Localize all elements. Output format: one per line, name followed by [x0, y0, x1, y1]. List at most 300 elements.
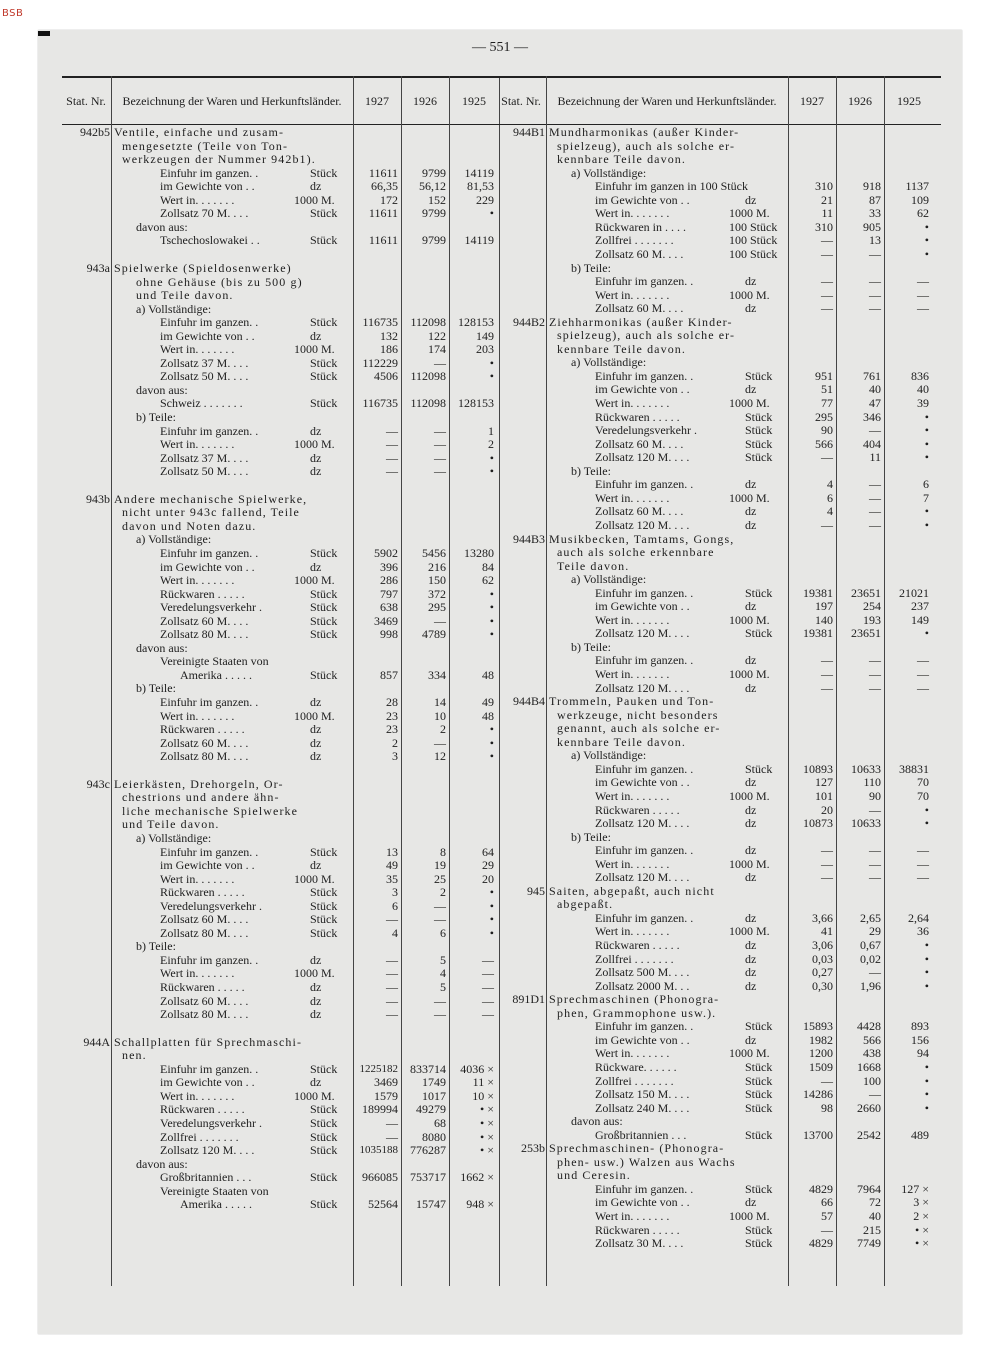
row-unit: 1000 M.	[294, 708, 335, 723]
description-row	[497, 262, 941, 275]
value-1925: 156	[911, 1032, 929, 1047]
row-label: Zollsatz 120 M. . . .	[595, 518, 690, 532]
row-label: Zollsatz 150 M. . . .	[595, 1088, 690, 1102]
right-table-header	[497, 76, 941, 125]
table-row	[62, 710, 506, 723]
description-row	[497, 736, 941, 749]
table-row	[497, 1034, 941, 1047]
value-1926: —	[434, 355, 446, 370]
row-label: Vereinigte Staaten von	[160, 655, 269, 669]
value-1925: 4036 ×	[460, 1061, 494, 1076]
value-1926: —	[434, 450, 446, 465]
row-label: Einfuhr im ganzen. .	[595, 478, 694, 492]
value-1927: 19381	[803, 585, 833, 600]
value-1927: 51	[821, 382, 833, 397]
row-label: Zollsatz 80 M. . . .	[160, 926, 249, 940]
header-year-1926: 1926	[413, 93, 437, 108]
table-row	[62, 452, 506, 465]
row-unit: dz	[745, 382, 757, 397]
description-row	[497, 641, 941, 654]
row-unit: dz	[310, 722, 322, 737]
value-1925: •	[924, 951, 929, 966]
table-row	[497, 411, 941, 424]
description-row	[497, 126, 941, 139]
header-year-1925: 1925	[462, 93, 486, 108]
corner-mark	[38, 31, 50, 36]
value-1927: 857	[380, 667, 398, 682]
row-label: a) Vollständige:	[136, 831, 212, 845]
value-1926: 29	[869, 924, 881, 939]
description-row	[497, 1142, 941, 1155]
row-label: Tschechoslowakei . .	[160, 234, 260, 248]
value-1926: 14	[434, 695, 446, 709]
description-row	[497, 560, 941, 573]
row-label: Rückwaren . . . . .	[160, 587, 245, 601]
row-label: und Teile davon.	[136, 289, 234, 303]
row-label: Zollsatz 37 M. . . .	[160, 356, 249, 370]
row-label: Zollsatz 120 M. . . .	[595, 681, 690, 695]
row-unit: Stück	[745, 409, 773, 424]
value-1926: 905	[863, 219, 881, 234]
table-row	[497, 939, 941, 952]
description-row	[62, 1158, 506, 1171]
value-1926: 112098	[410, 369, 446, 384]
row-label: b) Teile:	[571, 261, 611, 275]
row-unit: Stück	[745, 761, 773, 776]
row-unit: Stück	[745, 1100, 773, 1115]
row-label: im Gewichte von . .	[160, 329, 255, 343]
value-1926: 122	[428, 328, 446, 343]
row-label: Einfuhr im ganzen. .	[595, 844, 694, 858]
header-year-1926: 1926	[848, 93, 872, 108]
row-label: Zollsatz 80 M. . . .	[160, 1008, 249, 1022]
value-1927: 41	[821, 924, 833, 939]
value-1927: 1035188	[359, 1144, 398, 1157]
value-1925: 203	[476, 342, 494, 357]
value-1927: —	[386, 912, 398, 927]
row-label: b) Teile:	[571, 464, 611, 478]
value-1925: 40	[917, 382, 929, 397]
row-label: Zollsatz 60 M. . . .	[160, 913, 249, 927]
value-1925: 49	[482, 695, 494, 709]
value-1925: •	[489, 600, 494, 615]
value-1926: 753717	[410, 1170, 446, 1185]
row-label: Rückwaren . . . . .	[160, 886, 245, 900]
row-label: Zollsatz 120 M. . . .	[595, 451, 690, 465]
value-1927: —	[821, 843, 833, 858]
value-1927: 14286	[803, 1087, 833, 1102]
description-row	[62, 384, 506, 397]
table-row	[497, 1020, 941, 1033]
table-row	[497, 275, 941, 288]
value-1925: 128153	[458, 315, 494, 330]
description-row	[62, 221, 506, 234]
row-unit: dz	[310, 980, 322, 994]
description-row	[497, 898, 941, 911]
table-row	[62, 234, 506, 247]
table-row	[497, 180, 941, 193]
row-label: Amerika . . . . .	[180, 668, 252, 682]
value-1927: 1579	[374, 1088, 398, 1103]
value-1927: 66	[821, 1195, 833, 1210]
value-1927: 4506	[374, 369, 398, 384]
value-1925: •	[924, 517, 929, 532]
row-unit: Stück	[310, 355, 338, 370]
value-1926: 8080	[422, 1129, 446, 1144]
value-1925: 1	[488, 423, 494, 438]
row-label: a) Vollständige:	[136, 533, 212, 547]
value-1926: 1749	[422, 1075, 446, 1090]
value-1926: 7749	[857, 1236, 881, 1251]
row-label: Rückwaren . . . . .	[160, 981, 245, 994]
value-1926: 40	[869, 382, 881, 397]
value-1926: —	[869, 274, 881, 289]
row-unit: 1000 M.	[294, 966, 335, 981]
row-unit: 1000 M.	[294, 437, 335, 452]
stat-number: 944B3	[512, 531, 545, 546]
table-row	[62, 397, 506, 410]
table-row	[62, 1171, 506, 1184]
value-1925: •	[489, 925, 494, 940]
value-1926: 4	[440, 966, 446, 981]
value-1926: —	[869, 965, 881, 980]
row-unit: Stück	[310, 885, 338, 900]
description-row	[497, 140, 941, 153]
table-row	[497, 1047, 941, 1060]
table-row	[62, 574, 506, 587]
value-1926: 776287	[410, 1143, 446, 1158]
row-label: Wert in. . . . . . .	[595, 789, 670, 803]
row-label: Zollsatz 60 M. . . .	[595, 505, 684, 519]
stat-number: 944B2	[512, 314, 545, 329]
row-label: Wert in. . . . . . .	[160, 872, 235, 886]
value-1927: 52564	[368, 1197, 398, 1212]
row-label: Rückwaren . . . . .	[595, 939, 680, 952]
value-1927: 1982	[809, 1032, 833, 1047]
value-1925: •	[489, 722, 494, 737]
row-label: Einfuhr im ganzen. .	[595, 369, 694, 383]
value-1926: —	[434, 898, 446, 913]
value-1927: 3,66	[812, 910, 833, 925]
row-label: und Teile davon.	[122, 818, 220, 832]
value-1926: 2542	[857, 1127, 881, 1142]
value-1925: 70	[917, 775, 929, 790]
row-label: Einfuhr im ganzen. .	[160, 845, 259, 859]
row-label: Rückware. . . . . .	[595, 1060, 677, 1074]
row-unit: 1000 M.	[294, 342, 335, 357]
value-1926: 90	[869, 788, 881, 803]
value-1926: 295	[428, 600, 446, 615]
table-row	[497, 1061, 941, 1074]
row-label: kennbare Teile davon.	[557, 153, 686, 167]
description-row	[62, 682, 506, 695]
table-row	[62, 913, 506, 926]
value-1927: 4829	[809, 1181, 833, 1196]
value-1927: 15893	[803, 1019, 833, 1034]
value-1927: 21	[821, 192, 833, 207]
value-1925: •	[924, 938, 929, 952]
row-label: im Gewichte von . .	[160, 560, 255, 574]
value-1927: 23	[386, 722, 398, 737]
value-1925: 62	[917, 206, 929, 221]
row-label: Wert in. . . . . . .	[595, 613, 670, 627]
value-1925: • ×	[480, 1143, 494, 1158]
row-label: Spielwerke (Spieldosenwerke)	[114, 261, 292, 275]
row-unit: dz	[310, 328, 322, 343]
value-1925: •	[924, 1087, 929, 1102]
value-1927: —	[386, 1129, 398, 1144]
value-1927: —	[821, 870, 833, 885]
value-1925: 1662 ×	[460, 1170, 494, 1185]
row-label: spielzeug), auch als solche er-	[557, 139, 736, 153]
value-1925: —	[917, 653, 929, 668]
row-unit: dz	[310, 179, 322, 194]
row-unit: Stück	[745, 1222, 773, 1237]
row-label: phen, Grammophone usw.).	[557, 1006, 717, 1020]
row-unit: Stück	[745, 1181, 773, 1196]
table-row	[62, 438, 506, 451]
description-row	[62, 140, 506, 153]
table-row	[62, 737, 506, 750]
row-unit: Stück	[310, 1197, 338, 1212]
value-1925: 6	[923, 477, 929, 492]
row-unit: Stück	[310, 1143, 338, 1158]
value-1926: —	[434, 993, 446, 1008]
row-unit: dz	[745, 653, 757, 668]
value-1925: 48	[482, 708, 494, 723]
table-row	[62, 357, 506, 370]
row-label: abgepaßt.	[557, 898, 614, 912]
value-1926: —	[869, 1087, 881, 1102]
row-label: a) Vollständige:	[571, 573, 647, 587]
value-1926: 87	[869, 192, 881, 207]
value-1925: 10 ×	[472, 1088, 494, 1103]
table-row	[497, 614, 941, 627]
stat-number: 943b	[86, 491, 110, 506]
value-1925: 3 ×	[913, 1195, 929, 1210]
value-1926: 2	[440, 885, 446, 900]
description-row	[497, 343, 941, 356]
row-label: Wert in. . . . . . .	[160, 1089, 235, 1103]
table-row	[497, 953, 941, 966]
value-1927: 132	[380, 328, 398, 343]
description-row	[497, 356, 941, 369]
value-1925: •	[489, 885, 494, 900]
row-unit: Stück	[310, 369, 338, 384]
row-label: auch als solche erkennbare	[557, 546, 715, 560]
row-unit: dz	[745, 504, 757, 519]
row-label: Zollsatz 60 M. . . .	[595, 437, 684, 451]
value-1926: —	[434, 735, 446, 750]
value-1926: 110	[863, 775, 881, 790]
row-label: Zollsatz 30 M. . . .	[595, 1237, 684, 1251]
value-1926: 9799	[422, 165, 446, 180]
value-1927: 77	[821, 396, 833, 410]
value-1927: —	[821, 680, 833, 695]
value-1926: —	[869, 843, 881, 858]
value-1926: 1017	[422, 1088, 446, 1103]
table-row	[497, 505, 941, 518]
row-label: kennbare Teile davon.	[557, 342, 686, 356]
row-unit: dz	[310, 695, 322, 709]
value-1927: 127	[815, 775, 833, 790]
table-row	[62, 1198, 506, 1211]
table-row	[62, 954, 506, 967]
row-label: Zollsatz 50 M. . . .	[160, 370, 249, 384]
value-1926: —	[434, 1007, 446, 1022]
value-1927: 10893	[803, 761, 833, 776]
value-1927: 295	[815, 409, 833, 424]
row-unit: dz	[745, 802, 757, 817]
table-row	[497, 451, 941, 464]
row-unit: dz	[310, 559, 322, 574]
row-unit: Stück	[745, 1127, 773, 1142]
value-1927: 4829	[809, 1236, 833, 1251]
value-1926: 56,12	[419, 179, 446, 194]
value-1925: •	[924, 965, 929, 980]
row-unit: dz	[310, 952, 322, 967]
row-label: Einfuhr im ganzen in 100 Stück	[595, 180, 748, 194]
row-label: b) Teile:	[571, 830, 611, 844]
value-1926: 11	[869, 450, 881, 465]
row-label: Einfuhr im ganzen. .	[160, 316, 259, 330]
table-row	[497, 478, 941, 491]
table-row	[497, 221, 941, 234]
value-1927: —	[821, 246, 833, 261]
value-1926: 47	[869, 396, 881, 410]
value-1926: 112098	[410, 315, 446, 330]
value-1927: —	[821, 856, 833, 871]
row-unit: dz	[745, 477, 757, 492]
row-label: Zollfrei . . . . . . .	[595, 234, 674, 248]
description-row	[497, 993, 941, 1006]
value-1926: 174	[428, 342, 446, 357]
row-label: Wert in. . . . . . .	[595, 288, 670, 302]
table-row	[62, 1103, 506, 1116]
row-label: Wert in. . . . . . .	[160, 343, 235, 357]
value-1925: •	[924, 626, 929, 641]
value-1926: 0,02	[860, 951, 881, 966]
table-row	[62, 723, 506, 736]
value-1926: 49279	[416, 1102, 446, 1117]
table-row	[497, 871, 941, 884]
value-1926: 10	[434, 708, 446, 723]
value-1925: 62	[482, 573, 494, 588]
value-1926: 833714	[410, 1061, 446, 1076]
description-row	[62, 940, 506, 953]
value-1927: —	[821, 274, 833, 289]
row-label: Vereinigte Staaten von	[160, 1184, 269, 1198]
description-row	[62, 791, 506, 804]
value-1926: —	[869, 517, 881, 532]
row-label: spielzeug), auch als solche er-	[557, 329, 736, 343]
table-row	[497, 438, 941, 451]
value-1927: —	[386, 993, 398, 1008]
row-label: Zollfrei . . . . . . .	[595, 1074, 674, 1088]
row-unit: 1000 M.	[294, 192, 335, 207]
row-label: Großbritannien . . .	[160, 1171, 252, 1185]
value-1926: 9799	[422, 206, 446, 221]
row-label: Wert in. . . . . . .	[595, 925, 670, 939]
row-unit: 1000 M.	[729, 287, 770, 302]
table-row	[497, 207, 941, 220]
value-1925: 64	[482, 844, 494, 859]
row-label: b) Teile:	[136, 682, 176, 696]
description-row	[62, 153, 506, 166]
value-1927: 1200	[809, 1046, 833, 1061]
value-1927: 3	[392, 749, 398, 764]
table-row	[497, 925, 941, 938]
row-label: Zollsatz 60 M. . . .	[160, 614, 249, 628]
row-label: Einfuhr im ganzen. .	[595, 762, 694, 776]
value-1925: 13280	[464, 545, 494, 560]
value-1927: 951	[815, 368, 833, 383]
row-label: genannt, auch als solche er-	[557, 722, 721, 736]
row-label: Einfuhr im ganzen. .	[595, 586, 694, 600]
header-year-1927: 1927	[800, 93, 824, 108]
value-1927: —	[386, 437, 398, 452]
value-1927: —	[386, 423, 398, 438]
row-label: nicht unter 943c fallend, Teile	[122, 506, 300, 520]
row-label: davon aus:	[136, 383, 188, 397]
value-1925: •	[489, 898, 494, 913]
value-1927: 13	[386, 844, 398, 859]
table-row	[497, 1075, 941, 1088]
value-1925: 70	[917, 788, 929, 803]
value-1925: •	[489, 586, 494, 601]
value-1927: 101	[815, 788, 833, 803]
table-row	[62, 696, 506, 709]
value-1926: 566	[863, 1032, 881, 1047]
row-unit: dz	[745, 978, 757, 993]
table-row	[62, 180, 506, 193]
header-year-1925: 1925	[897, 93, 921, 108]
row-label: Zollsatz 2000 M. . .	[595, 979, 690, 993]
value-1927: 10873	[803, 816, 833, 831]
row-unit: Stück	[310, 586, 338, 601]
value-1925: —	[917, 287, 929, 302]
stat-number: 944B4	[512, 694, 545, 709]
description-row	[62, 1036, 506, 1049]
table-row	[62, 859, 506, 872]
table-row	[62, 669, 506, 682]
row-label: Einfuhr im ganzen. .	[160, 953, 259, 967]
value-1926: 216	[428, 559, 446, 574]
row-label: ohne Gehäuse (bis zu 500 g)	[136, 275, 303, 289]
value-1927: 172	[380, 192, 398, 207]
row-label: davon aus:	[136, 220, 188, 234]
value-1925: •	[489, 735, 494, 750]
value-1926: —	[434, 464, 446, 479]
description-row	[62, 642, 506, 655]
table-row	[62, 628, 506, 641]
value-1927: 90	[821, 423, 833, 438]
table-row	[497, 1183, 941, 1196]
value-1925: •	[924, 978, 929, 993]
value-1925: 36	[917, 924, 929, 939]
table-row	[62, 846, 506, 859]
row-unit: dz	[310, 735, 322, 750]
header-year-1927: 1927	[365, 93, 389, 108]
table-row	[62, 750, 506, 763]
value-1927: 6	[827, 490, 833, 505]
left-table-header	[62, 76, 506, 125]
value-1925: 836	[911, 368, 929, 383]
value-1925: •	[924, 1100, 929, 1115]
row-unit: dz	[310, 450, 322, 465]
description-row	[497, 709, 941, 722]
value-1926: 404	[863, 436, 881, 451]
